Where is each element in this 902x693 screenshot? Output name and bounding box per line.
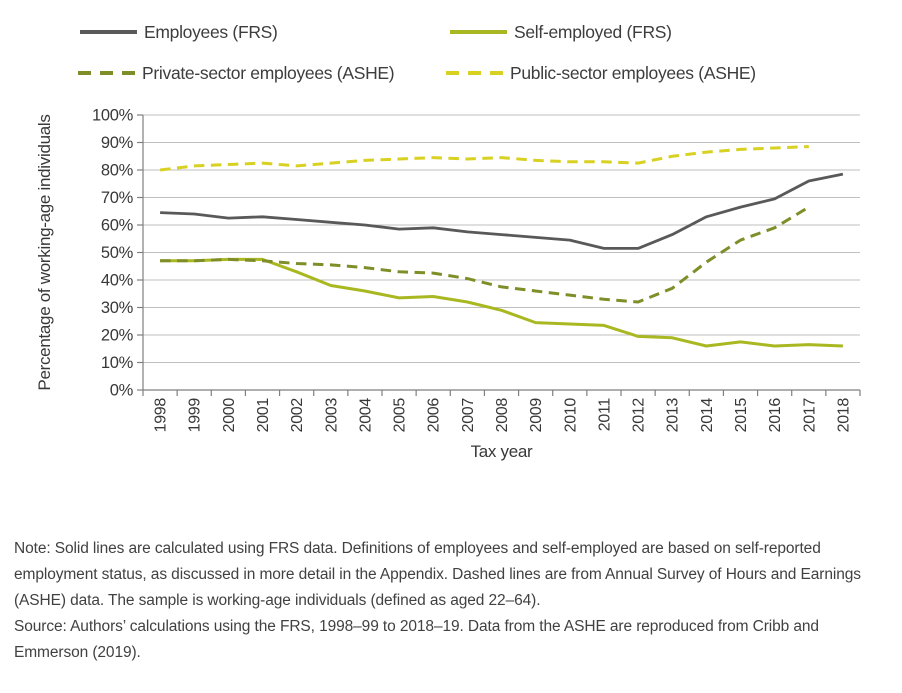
series-line-public-sector-employees-ashe (160, 147, 809, 170)
x-tick-label: 2014 (698, 398, 716, 433)
x-tick-label: 2007 (459, 398, 477, 433)
legend-item-employees-frs (80, 21, 278, 43)
y-tick-label: 10% (100, 354, 133, 372)
x-tick-label: 2006 (425, 398, 443, 433)
legend-item-private-sector-ashe (78, 62, 394, 84)
x-tick-label: 2009 (528, 398, 546, 433)
legend-label: Public-sector employees (ASHE) (510, 62, 756, 83)
x-tick-label: 1998 (152, 398, 170, 433)
y-axis-title: Percentage of working-age individuals (35, 114, 54, 391)
x-tick-label: 2015 (733, 398, 750, 433)
legend-line-swatch-dashed-olive (78, 71, 135, 75)
y-tick-label: 0% (109, 381, 133, 400)
x-tick-label: 2002 (289, 398, 307, 433)
x-tick-label: 2013 (664, 398, 682, 433)
x-tick-label: 2004 (357, 398, 375, 433)
x-tick-label: 2000 (220, 398, 238, 433)
series-line-employees-frs (160, 174, 843, 248)
y-tick-label: 50% (100, 244, 133, 262)
source-text: Source: Authors’ calculations using the FRS, 1998–99 to 2018–19. Data from the ASHE are reproduced from Cribb and Emmerson (2019). (14, 618, 819, 661)
legend-line-swatch-solid-green (450, 30, 507, 34)
x-tick-label: 2012 (630, 398, 648, 433)
y-tick-label: 80% (100, 161, 133, 180)
legend-label: Employees (FRS) (144, 21, 278, 42)
x-tick-label: 2017 (801, 398, 819, 433)
x-tick-label: 2011 (596, 398, 614, 432)
x-axis-title: Tax year (470, 442, 533, 461)
y-tick-label: 100% (91, 106, 133, 125)
x-tick-label: 2018 (835, 398, 853, 433)
y-tick-label: 70% (100, 189, 133, 207)
x-tick-label: 2005 (391, 398, 409, 433)
y-tick-label: 40% (100, 271, 133, 290)
legend-line-swatch-dashed-yellow (446, 71, 503, 75)
chart-notes (14, 536, 892, 666)
x-tick-label: 1999 (186, 398, 204, 433)
line-chart (0, 98, 902, 466)
series-line-private-sector-employees-ashe (160, 207, 809, 302)
x-tick-label: 2003 (323, 398, 341, 433)
note-text: Note: Solid lines are calculated using FRS data. Definitions of employees and self-employed are based on self-reported employment status, as discussed in more detail in the Appendix. Dashed lines are from Annual Survey of Hours and Earnings (ASHE) data. The sample is working-age individuals (defined as aged 22–64). (14, 540, 861, 609)
x-tick-label: 2010 (562, 398, 580, 433)
x-tick-label: 2016 (767, 398, 785, 433)
legend-label: Self-employed (FRS) (514, 21, 672, 42)
x-tick-label: 2001 (255, 398, 272, 433)
x-tick-label: 2008 (494, 398, 511, 433)
y-tick-label: 20% (100, 326, 133, 345)
y-tick-label: 60% (100, 216, 133, 235)
y-tick-label: 30% (100, 299, 133, 317)
legend-item-self-employed-frs (450, 21, 672, 43)
y-tick-label: 90% (100, 134, 133, 152)
legend-line-swatch-solid-gray (80, 30, 137, 34)
legend-item-public-sector-ashe (446, 62, 756, 84)
legend-label: Private-sector employees (ASHE) (142, 62, 395, 83)
series-line-self-employed-frs (160, 259, 843, 346)
